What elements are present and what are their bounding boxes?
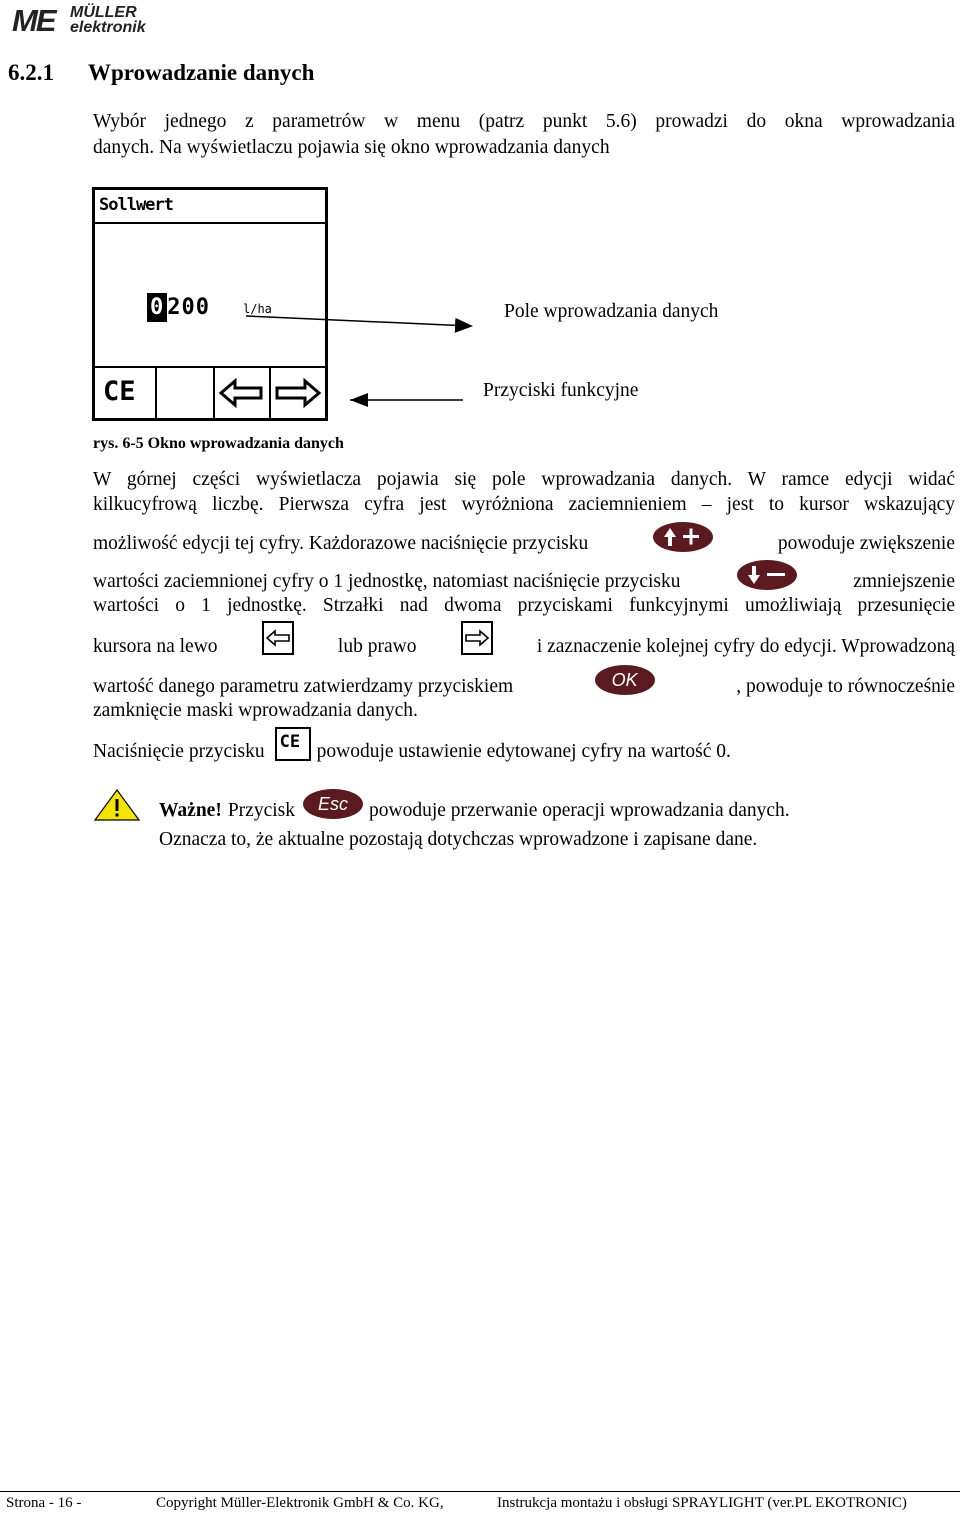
para-line-5 [93,595,955,617]
ce-key-icon [275,727,311,761]
footer-page-number: Strona - 16 - [6,1495,82,1511]
logo-mark: ME [12,3,55,38]
input-field-callout-line [246,316,470,326]
right-key-icon [461,621,493,655]
section-number: 6.2.1 [8,60,54,85]
para-line-3 [93,518,955,558]
ok-key-icon: OK [595,665,655,695]
esc-key-icon: Esc [303,789,363,819]
function-keys-callout-arrowhead [350,393,368,407]
para-line-1 [93,469,955,491]
ce-key-icon-label: CE [279,732,301,752]
intro-line-2: danych. Na wyświetlaczu pojawia się okno wprowadzania danych [93,137,610,158]
para-text-4b: zmniejszenie [853,571,955,592]
callout-function-keys: Przyciski funkcyjne [483,380,639,401]
ce-key-label: CE [103,376,136,407]
logo-line1: MÜLLER [70,4,137,21]
plus-key-icon [653,522,713,552]
footer-rule [0,1491,960,1492]
para-text-6c: i zaznaczenie kolejnej cyfry do edycji. Wprowadzoną [536,636,955,657]
logo-line2: elektronik [70,19,146,36]
para-line-6 [93,618,955,658]
para-text-4a: wartości zaciemnionej cyfry o 1 jednostkę, natomiast naciśnięcie przycisku [93,571,681,592]
screen-title: Sollwert [99,195,173,215]
para-text-6a: kursora na lewo [93,636,218,657]
warning-text-b: powoduje przerwanie operacji wprowadzania danych. [368,800,790,821]
callout-input-field: Pole wprowadzania danych [504,301,719,322]
para-line-2 [93,494,955,516]
cursor-digit: 0 [147,293,167,322]
para-text-1: W górnej części wyświetlacza pojawia się pole wprowadzania danych. W ramce edycji widać [93,469,955,490]
value-digits: 200 [167,295,210,320]
left-key-icon [262,621,294,655]
para-text-6b: lub prawo [337,636,417,657]
left-arrow-icon [264,623,292,653]
para-text-9a: Naciśnięcie przycisku [93,741,265,762]
footer-document-title: Instrukcja montażu i obsługi SPRAYLIGHT (ver.PL EKOTRONIC) [497,1495,907,1511]
para-line-9 [93,724,955,764]
para-text-5: wartości o 1 jednostkę. Strzałki nad dwoma przyciskami funkcyjnymi umożliwiają przesunięcie [93,595,955,616]
intro-text-1: Wybór jednego z parametrów w menu (patrz punkt 5.6) prowadzi do okna wprowadzania [93,111,955,132]
para-text-3a: możliwość edycji tej cyfry. Każdorazowe naciśnięcie przycisku [93,533,589,554]
right-arrow-icon [463,623,491,653]
warning-line-2: Oznacza to, że aktualne pozostają dotychczas wprowadzone i zapisane dane. [159,829,758,850]
warning-icon [93,787,141,823]
warning-line-1 [159,786,790,822]
figure-caption: rys. 6-5 Okno wprowadzania danych [93,435,344,452]
section-title: Wprowadzanie danych [88,60,315,85]
warning-label: Ważne! [159,800,222,821]
para-text-3b: powoduje zwiększenie [777,533,955,554]
warning-text-a: Przycisk [227,800,295,821]
para-line-8: zamknięcie maski wprowadzania danych. [93,700,418,721]
para-line-4 [93,556,955,596]
minus-key-icon [737,560,797,590]
down-arrow-icon [737,560,797,590]
para-text-9b: powoduje ustawienie edytowanej cyfry na wartość 0. [316,741,731,762]
callout-lines [0,0,960,440]
up-arrow-icon [653,522,713,552]
para-text-7a: wartość danego parametru zatwierdzamy przyciskiem [93,676,514,697]
unit-label: l/ha [243,302,272,316]
para-line-7 [93,660,955,700]
footer-copyright: Copyright Müller-Elektronik GmbH & Co. KG, [156,1495,444,1511]
para-text-2: kilkucyfrową liczbę. Pierwsza cyfra jest wyróżniona zaciemnieniem – jest to kursor wskazujący [93,494,955,515]
para-text-7b: , powoduje to równocześnie [736,676,955,697]
